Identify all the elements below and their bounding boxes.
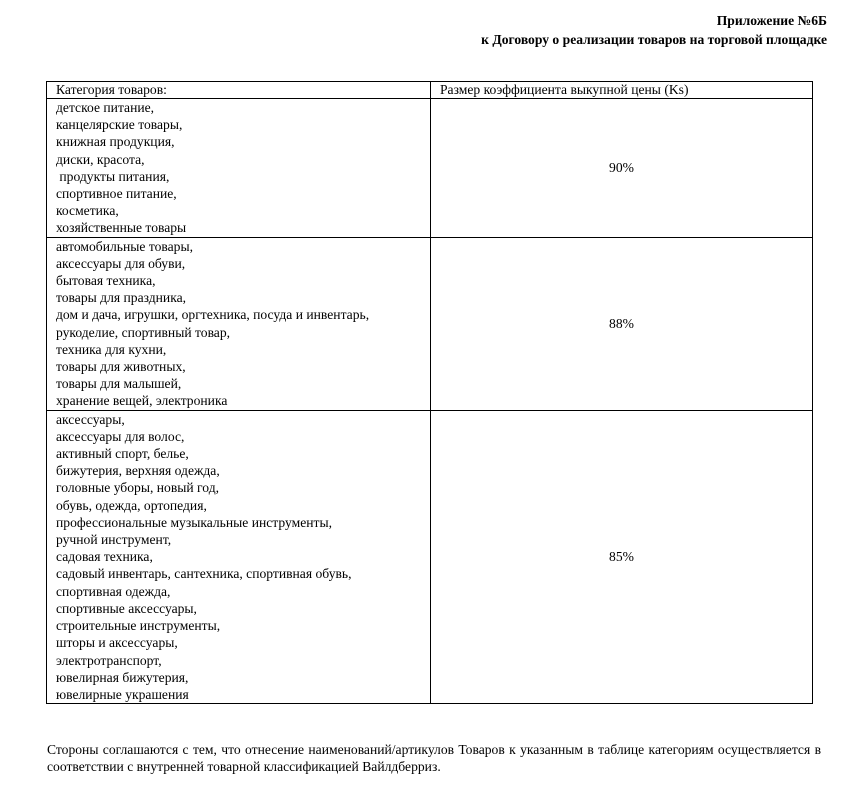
appendix-header <box>481 11 827 49</box>
ratio-value-cell: 88% <box>431 237 813 410</box>
classification-note: Стороны соглашаются с тем, что отнесение наименований/артикулов Товаров к указанным в таблице категориям осуществляется в соответствии с внутренней товарной классификацией Вайлдберриз. <box>47 742 821 774</box>
category-item: головные уборы, новый год, <box>56 480 220 496</box>
category-item: ювелирная бижутерия, <box>56 669 189 685</box>
ratio-table <box>46 81 813 704</box>
category-item: дом и дача, игрушки, оргтехника, посуда и инвентарь, рукоделие, спортивный товар, <box>56 307 370 340</box>
table-row <box>47 99 813 238</box>
category-item: техника для кухни, <box>56 341 167 357</box>
category-item: детское питание, <box>56 100 155 115</box>
table-header-row <box>47 82 813 99</box>
category-item: товары для малышей, <box>56 376 182 392</box>
appendix-title: Приложение №6Б <box>716 13 827 28</box>
category-cell <box>47 410 431 703</box>
category-item: ручной инструмент, <box>56 532 172 548</box>
category-item: обувь, одежда, ортопедия, <box>56 497 207 513</box>
category-item: косметика, <box>56 203 119 219</box>
category-item: активный спорт, белье, <box>56 446 189 462</box>
category-item: электротранспорт, <box>56 652 162 668</box>
category-item: аксессуары, <box>56 411 125 427</box>
category-cell <box>47 99 431 238</box>
category-item: бижутерия, верхняя одежда, <box>56 463 220 479</box>
category-item: бытовая техника, <box>56 273 156 289</box>
column-header-ratio: Размер коэффициента выкупной цены (Ks) <box>431 82 813 99</box>
category-item: хозяйственные товары <box>56 220 187 236</box>
category-item: товары для животных, <box>56 359 186 375</box>
column-header-category: Категория товаров: <box>47 82 431 99</box>
category-item: профессиональные музыкальные инструменты, <box>56 514 333 530</box>
category-item: садовый инвентарь, сантехника, спортивная обувь, <box>56 566 352 582</box>
category-item: садовая техника, <box>56 549 153 565</box>
category-item: хранение вещей, электроника <box>56 393 228 409</box>
category-item: книжная продукция, <box>56 134 175 150</box>
category-item: спортивное питание, <box>56 186 177 202</box>
category-item: аксессуары для волос, <box>56 428 185 444</box>
category-item: автомобильные товары, <box>56 238 193 254</box>
category-item: канцелярские товары, <box>56 117 183 133</box>
category-item: товары для праздника, <box>56 290 187 306</box>
category-item: шторы и аксессуары, <box>56 635 178 651</box>
category-item: строительные инструменты, <box>56 618 221 634</box>
category-item: продукты питания, <box>56 168 170 184</box>
category-item: спортивная одежда, <box>56 583 171 599</box>
ratio-value-cell: 90% <box>431 99 813 238</box>
table-row <box>47 237 813 410</box>
table-row <box>47 410 813 703</box>
category-item: ювелирные украшения <box>56 686 189 702</box>
ratio-value-cell: 85% <box>431 410 813 703</box>
category-cell <box>47 237 431 410</box>
category-item: спортивные аксессуары, <box>56 600 197 616</box>
appendix-subtitle: к Договору о реализации товаров на торговой площадке <box>481 32 827 47</box>
category-item: аксессуары для обуви, <box>56 255 186 271</box>
category-item: диски, красота, <box>56 151 145 167</box>
